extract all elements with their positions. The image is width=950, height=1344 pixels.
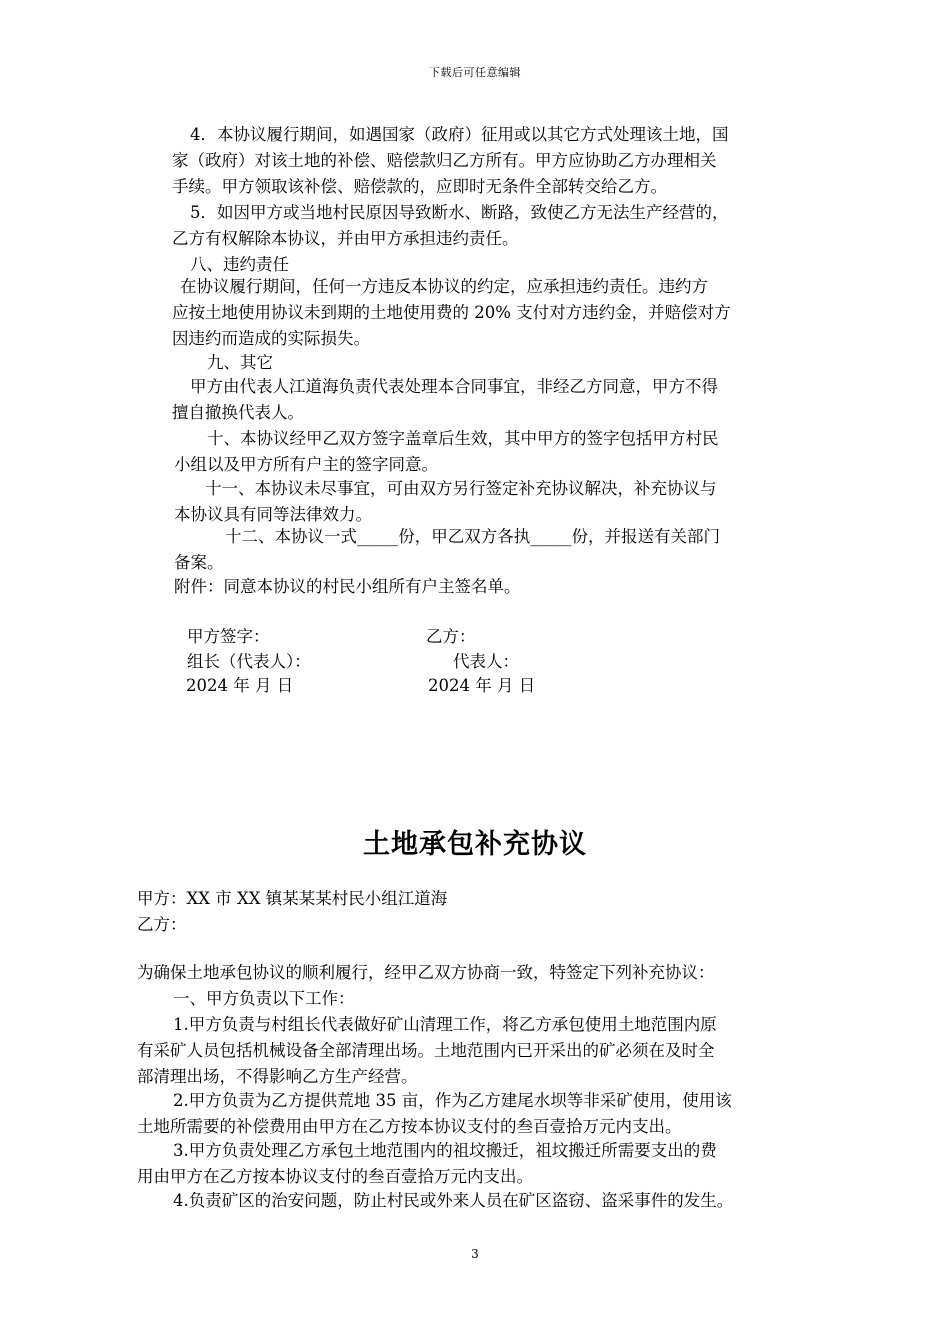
party-a-date: 2024 年 月 日 [186,676,294,695]
document-title: 土地承包补充协议 [363,829,587,860]
clause-5-line-1: 5．如因甲方或当地村民原因导致断水、断路，致使乙方无法生产经营的， [190,203,729,222]
party-b-date: 2024 年 月 日 [428,676,536,695]
section-8-heading: 八、违约责任 [190,255,289,274]
representative-label: 代表人： [453,652,519,671]
item-2-line-1: 2.甲方负责为乙方提供荒地 35 亩，作为乙方建尾水坝等非采矿使用，使用该 [173,1091,732,1110]
item-2-line-2: 土地所需要的补偿费用由甲方在乙方按本协议支付的叁百壹拾万元内支出。 [137,1117,682,1136]
section-10-line-2: 小组以及甲方所有户主的签字同意。 [174,455,438,474]
item-4-line-1: 4.负责矿区的治安问题，防止村民或外来人员在矿区盗窃、盗采事件的发生。 [173,1191,734,1210]
section-8-line-3: 因违约而造成的实际损失。 [172,329,370,348]
item-1-line-1: 1.甲方负责与村组长代表做好矿山清理工作，将乙方承包使用土地范围内原 [173,1015,717,1034]
clause-5-line-2: 乙方有权解除本协议，并由甲方承担违约责任。 [172,229,519,248]
party-a-line: 甲方：XX 市 XX 镇某某某村民小组江道海 [137,889,448,908]
attachment-note: 附件：同意本协议的村民小组所有户主签名单。 [174,577,521,596]
section-12-line-2: 备案。 [174,553,224,572]
item-3-line-2: 用由甲方在乙方按本协议支付的叁百壹拾万元内支出。 [137,1167,533,1186]
clause-4-line-3: 手续。甲方领取该补偿、赔偿款的，应即时无条件全部转交给乙方。 [172,177,667,196]
section-1-heading: 一、甲方负责以下工作： [173,989,355,1008]
section-9-line-2: 擅自撤换代表人。 [172,403,304,422]
preamble: 为确保土地承包协议的顺利履行，经甲乙双方协商一致，特签定下列补充协议： [137,963,715,982]
page-header: 下载后可任意编辑 [429,66,521,79]
page-number: 3 [471,1247,479,1261]
party-a-signature-label: 甲方签字： [187,627,270,646]
item-3-line-1: 3.甲方负责处理乙方承包土地范围内的祖坟搬迁，祖坟搬迁所需要支出的费 [173,1141,717,1160]
section-9-heading: 九、其它 [207,353,273,372]
party-b-label: 乙方： [426,627,476,646]
section-12-line-1: 十二、本协议一式_____份，甲乙双方各执_____份，并报送有关部门 [225,527,720,546]
section-10-line-1: 十、本协议经甲乙双方签字盖章后生效，其中甲方的签字包括甲方村民 [207,429,719,448]
clause-4-line-2: 家（政府）对该土地的补偿、赔偿款归乙方所有。甲方应协助乙方办理相关 [172,151,717,170]
party-b-line: 乙方： [137,915,187,934]
item-1-line-2: 有采矿人员包括机械设备全部清理出场。土地范围内已开采出的矿必须在及时全 [137,1041,715,1060]
clause-4-line-1: 4．本协议履行期间，如遇国家（政府）征用或以其它方式处理该土地，国 [190,125,729,144]
section-11-line-1: 十一、本协议未尽事宜，可由双方另行签定补充协议解决，补充协议与 [205,479,717,498]
section-8-line-2: 应按土地使用协议未到期的土地使用费的 20% 支付对方违约金，并赔偿对方 [172,303,731,322]
section-11-line-2: 本协议具有同等法律效力。 [174,505,372,524]
leader-label: 组长（代表人）： [187,652,311,671]
section-9-line-1: 甲方由代表人江道海负责代表处理本合同事宜，非经乙方同意，甲方不得 [190,377,718,396]
section-8-line-1: 在协议履行期间，任何一方违反本协议的约定，应承担违约责任。违约方 [180,277,708,296]
item-1-line-3: 部清理出场，不得影响乙方生产经营。 [137,1067,418,1086]
